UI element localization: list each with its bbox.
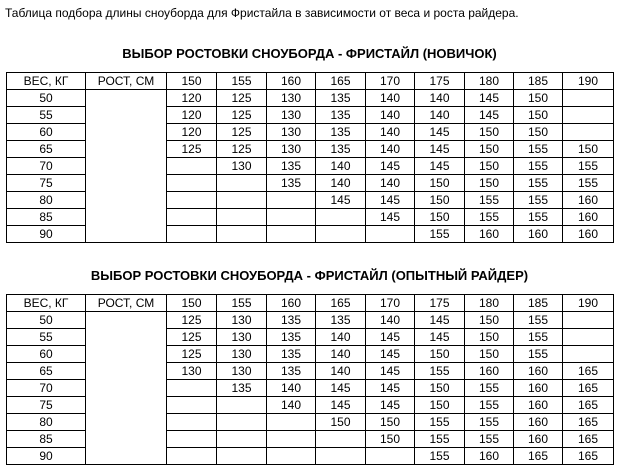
size-cell: 140 [366, 175, 415, 192]
size-cell: 130 [267, 107, 316, 124]
height-value-175: 175 [415, 295, 465, 312]
size-cell [167, 226, 217, 243]
size-cell [167, 414, 217, 431]
size-cell [217, 192, 267, 209]
size-cell: 155 [465, 431, 514, 448]
size-cell [316, 209, 366, 226]
size-cell: 130 [217, 158, 267, 175]
size-cell [217, 209, 267, 226]
size-cell: 140 [316, 329, 366, 346]
size-cell: 135 [267, 346, 316, 363]
size-cell: 160 [514, 226, 563, 243]
size-cell: 150 [465, 346, 514, 363]
size-cell: 160 [563, 192, 614, 209]
size-cell [167, 448, 217, 465]
header-row [7, 295, 614, 312]
size-cell: 155 [465, 414, 514, 431]
size-cell: 130 [167, 363, 217, 380]
size-cell: 140 [366, 90, 415, 107]
size-cell: 160 [465, 363, 514, 380]
size-cell [217, 175, 267, 192]
size-cell: 155 [514, 192, 563, 209]
size-cell: 150 [415, 397, 465, 414]
height-value-185: 185 [514, 295, 563, 312]
size-cell [267, 414, 316, 431]
size-cell [316, 226, 366, 243]
size-cell: 140 [267, 397, 316, 414]
size-cell: 155 [514, 141, 563, 158]
size-cell: 145 [366, 380, 415, 397]
size-cell [366, 448, 415, 465]
weight-header: ВЕС, КГ [7, 73, 86, 90]
header-row [7, 73, 614, 90]
size-table-beginner [6, 72, 614, 243]
size-cell: 155 [415, 226, 465, 243]
size-cell: 160 [514, 363, 563, 380]
size-cell: 125 [167, 329, 217, 346]
size-cell: 145 [415, 329, 465, 346]
size-cell: 145 [366, 363, 415, 380]
weight-cell: 75 [7, 175, 86, 192]
size-cell [563, 346, 614, 363]
size-cell: 125 [217, 141, 267, 158]
height-value-190: 190 [563, 73, 614, 90]
size-cell: 150 [465, 175, 514, 192]
size-cell [267, 448, 316, 465]
size-cell: 145 [366, 192, 415, 209]
size-cell [316, 431, 366, 448]
size-cell: 130 [267, 141, 316, 158]
table-title-experienced: ВЫБОР РОСТОВКИ СНОУБОРДА - ФРИСТАЙЛ (ОПЫТНЫЙ РАЙДЕР) [90, 268, 529, 283]
size-cell: 130 [217, 329, 267, 346]
height-column-spacer [86, 90, 167, 243]
weight-cell: 80 [7, 192, 86, 209]
size-cell: 150 [415, 175, 465, 192]
size-cell: 145 [415, 158, 465, 175]
size-cell: 155 [514, 175, 563, 192]
size-cell: 145 [366, 209, 415, 226]
size-cell: 135 [316, 124, 366, 141]
size-cell: 140 [415, 107, 465, 124]
size-cell [217, 397, 267, 414]
size-cell: 140 [366, 107, 415, 124]
size-cell: 150 [514, 124, 563, 141]
size-cell [167, 175, 217, 192]
size-cell: 120 [167, 107, 217, 124]
size-cell: 130 [267, 90, 316, 107]
size-cell: 140 [316, 175, 366, 192]
height-value-160: 160 [267, 73, 316, 90]
size-cell [316, 448, 366, 465]
size-cell: 145 [366, 158, 415, 175]
size-cell: 125 [167, 346, 217, 363]
height-value-180: 180 [465, 295, 514, 312]
height-value-180: 180 [465, 73, 514, 90]
size-cell [217, 414, 267, 431]
size-cell: 135 [316, 312, 366, 329]
size-cell: 130 [217, 346, 267, 363]
height-value-165: 165 [316, 73, 366, 90]
weight-cell: 60 [7, 346, 86, 363]
size-cell: 140 [316, 346, 366, 363]
size-cell: 150 [465, 312, 514, 329]
size-cell: 165 [563, 414, 614, 431]
size-cell: 155 [415, 448, 465, 465]
size-cell [267, 192, 316, 209]
size-cell: 135 [267, 175, 316, 192]
size-cell [167, 192, 217, 209]
size-cell: 155 [465, 209, 514, 226]
height-value-155: 155 [217, 295, 267, 312]
height-header: РОСТ, СМ [86, 295, 167, 312]
size-cell: 135 [267, 312, 316, 329]
weight-cell: 70 [7, 158, 86, 175]
height-value-165: 165 [316, 295, 366, 312]
size-cell: 160 [563, 209, 614, 226]
size-cell: 155 [415, 414, 465, 431]
height-value-175: 175 [415, 73, 465, 90]
height-header: РОСТ, СМ [86, 73, 167, 90]
height-value-160: 160 [267, 295, 316, 312]
size-cell: 155 [465, 192, 514, 209]
size-cell: 160 [514, 414, 563, 431]
size-cell: 155 [563, 158, 614, 175]
size-cell [167, 380, 217, 397]
size-cell: 155 [514, 346, 563, 363]
size-cell: 160 [514, 431, 563, 448]
size-cell: 155 [514, 158, 563, 175]
size-cell: 140 [366, 312, 415, 329]
height-value-155: 155 [217, 73, 267, 90]
size-cell [217, 431, 267, 448]
size-cell: 165 [563, 363, 614, 380]
height-value-150: 150 [167, 295, 217, 312]
weight-cell: 50 [7, 90, 86, 107]
weight-cell: 50 [7, 312, 86, 329]
size-cell: 150 [465, 158, 514, 175]
table-row [7, 90, 614, 107]
height-value-190: 190 [563, 295, 614, 312]
size-cell: 155 [465, 397, 514, 414]
size-cell: 140 [316, 363, 366, 380]
size-cell: 165 [563, 431, 614, 448]
size-cell: 120 [167, 90, 217, 107]
weight-cell: 85 [7, 431, 86, 448]
size-cell: 155 [514, 329, 563, 346]
size-cell [217, 226, 267, 243]
height-value-185: 185 [514, 73, 563, 90]
size-cell: 165 [563, 380, 614, 397]
size-cell [167, 158, 217, 175]
weight-cell: 70 [7, 380, 86, 397]
size-cell: 130 [267, 124, 316, 141]
height-value-170: 170 [366, 73, 415, 90]
size-cell [563, 312, 614, 329]
size-cell: 155 [563, 175, 614, 192]
size-cell: 145 [316, 192, 366, 209]
size-cell: 160 [514, 380, 563, 397]
height-value-150: 150 [167, 73, 217, 90]
size-cell [267, 209, 316, 226]
size-cell: 160 [465, 226, 514, 243]
weight-cell: 90 [7, 448, 86, 465]
size-cell: 145 [415, 141, 465, 158]
size-cell: 125 [217, 107, 267, 124]
size-cell: 140 [316, 158, 366, 175]
size-cell: 130 [217, 312, 267, 329]
size-cell: 120 [167, 124, 217, 141]
size-cell: 150 [316, 414, 366, 431]
size-cell: 150 [415, 192, 465, 209]
size-cell: 155 [465, 380, 514, 397]
weight-cell: 55 [7, 107, 86, 124]
size-cell [167, 431, 217, 448]
size-cell: 125 [167, 141, 217, 158]
size-cell: 140 [366, 124, 415, 141]
weight-cell: 85 [7, 209, 86, 226]
size-cell: 150 [465, 141, 514, 158]
size-cell: 160 [465, 448, 514, 465]
weight-cell: 65 [7, 363, 86, 380]
height-value-170: 170 [366, 295, 415, 312]
height-column-spacer [86, 312, 167, 465]
size-cell [267, 226, 316, 243]
size-cell: 150 [366, 431, 415, 448]
size-cell: 140 [267, 380, 316, 397]
size-cell: 145 [316, 380, 366, 397]
size-cell: 135 [267, 329, 316, 346]
size-cell: 165 [563, 397, 614, 414]
weight-cell: 65 [7, 141, 86, 158]
size-cell: 155 [514, 209, 563, 226]
size-cell: 145 [465, 107, 514, 124]
size-cell: 145 [366, 346, 415, 363]
size-cell: 140 [366, 141, 415, 158]
size-cell: 135 [217, 380, 267, 397]
table-row [7, 312, 614, 329]
size-cell: 150 [415, 380, 465, 397]
weight-cell: 90 [7, 226, 86, 243]
size-cell: 150 [415, 209, 465, 226]
size-cell: 145 [366, 329, 415, 346]
size-cell: 150 [514, 107, 563, 124]
size-cell: 125 [167, 312, 217, 329]
weight-header: ВЕС, КГ [7, 295, 86, 312]
weight-cell: 55 [7, 329, 86, 346]
table-title-beginner: ВЫБОР РОСТОВКИ СНОУБОРДА - ФРИСТАЙЛ (НОВИЧОК) [122, 46, 497, 61]
size-cell: 150 [563, 141, 614, 158]
size-cell: 160 [514, 397, 563, 414]
size-cell: 155 [514, 312, 563, 329]
size-cell: 125 [217, 124, 267, 141]
size-cell [563, 107, 614, 124]
size-cell: 145 [366, 397, 415, 414]
weight-cell: 60 [7, 124, 86, 141]
size-cell [563, 124, 614, 141]
size-cell: 145 [465, 90, 514, 107]
size-cell: 135 [267, 158, 316, 175]
size-cell: 135 [267, 363, 316, 380]
size-cell: 165 [514, 448, 563, 465]
size-cell: 155 [415, 363, 465, 380]
size-cell [366, 226, 415, 243]
size-cell: 145 [415, 124, 465, 141]
size-cell: 130 [217, 363, 267, 380]
size-cell: 125 [217, 90, 267, 107]
size-cell: 150 [415, 346, 465, 363]
size-cell: 150 [465, 329, 514, 346]
size-cell: 135 [316, 141, 366, 158]
size-cell: 135 [316, 107, 366, 124]
weight-cell: 75 [7, 397, 86, 414]
size-cell [167, 209, 217, 226]
size-cell [167, 397, 217, 414]
size-cell: 140 [415, 90, 465, 107]
size-cell: 165 [563, 448, 614, 465]
size-cell: 150 [366, 414, 415, 431]
intro-text: Таблица подбора длины сноуборда для Фристайла в зависимости от веса и роста райдера. [5, 6, 519, 20]
weight-cell: 80 [7, 414, 86, 431]
size-cell: 160 [563, 226, 614, 243]
size-cell: 145 [415, 312, 465, 329]
size-cell: 150 [514, 90, 563, 107]
size-cell [563, 90, 614, 107]
size-table-experienced [6, 294, 614, 465]
size-cell [563, 329, 614, 346]
size-cell [267, 431, 316, 448]
size-cell: 150 [465, 124, 514, 141]
size-cell: 135 [316, 90, 366, 107]
size-cell: 155 [415, 431, 465, 448]
size-cell: 145 [316, 397, 366, 414]
size-cell [217, 448, 267, 465]
